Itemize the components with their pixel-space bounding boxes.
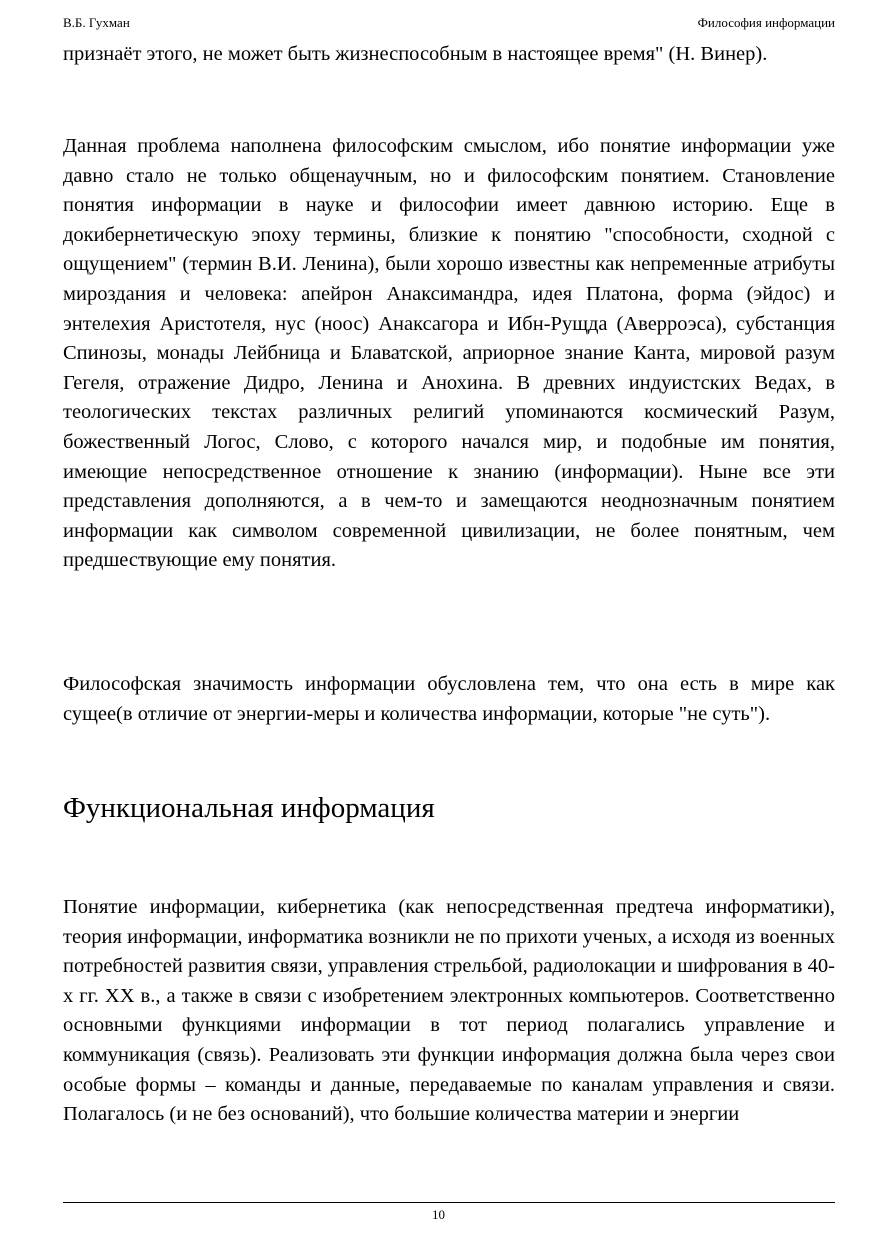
running-header-author: В.Б. Гухман <box>63 15 130 30</box>
running-header-title: Философия информации <box>697 15 835 30</box>
paragraph-information-concept-history: Данная проблема наполнена философским смыслом, ибо понятие информации уже давно стало не только общенаучным, но и философским понятием. Становление понятия информации в науке и философии имеет давнюю историю. Еще в докибернетическую эпоху термины, близкие к понятию "способности, сходной с ощущением" (термин В.И. Ленина), были хорошо известны как непременные атрибуты мироздания и человека: апейрон Анаксимандра, идея Платона, форма (эйдос) и энтелехия Аристотеля, нус (ноос) Анаксагора и Ибн-Рущда (Аверроэса), субстанция Спинозы, монады Лейбница и Блаватской, априорное знание Канта, мировой разум Гегеля, отражение Дидро, Ленина и Анохина. В древних индуистских Ведах, в теологических текстах различных религий упоминаются космический Разум, божественный Логос, Слово, с которого начался мир, и подобные им понятия, имеющие непосредственное отношение к знанию (информации). Ныне все эти представления дополняются, а в чем-то и замещаются неоднозначным понятием информации как символом современной цивилизации, не более понятным, чем предшествующие ему понятия. <box>63 135 835 572</box>
section-heading-wrapper <box>63 790 835 893</box>
paragraph-continuation: признаёт этого, не может быть жизнеспособным в настоящее время" (Н. Винер). <box>63 43 768 65</box>
section-heading: Функциональная информация <box>63 792 435 824</box>
footer-divider <box>63 1202 835 1203</box>
paragraph-functional-information: Понятие информации, кибернетика (как непосредственная предтеча информатики), теория информации, информатика возникли не по прихоти ученых, а исходя из военных потребностей развития связи, управления стрельбой, радиолокации и шифрования в 40-х гг. XX в., а также в связи с изобретением электронных компьютеров. Соответственно основными функциями информации в тот период полагались управление и коммуникация (связь). Реализовать эти функции информация должна была через свои особые формы – команды и данные, передаваемые по каналам управления и связи. Полагалось (и не без оснований), что большие количества материи и энергии <box>63 896 835 1126</box>
page-body <box>63 40 835 1130</box>
page-number: 10 <box>432 1207 445 1222</box>
paragraph-philosophical-significance: Философская значимость информации обусловлена тем, что она есть в мире как сущее(в отличие от энергии-меры и количества информации, которые "не суть"). <box>63 673 835 725</box>
